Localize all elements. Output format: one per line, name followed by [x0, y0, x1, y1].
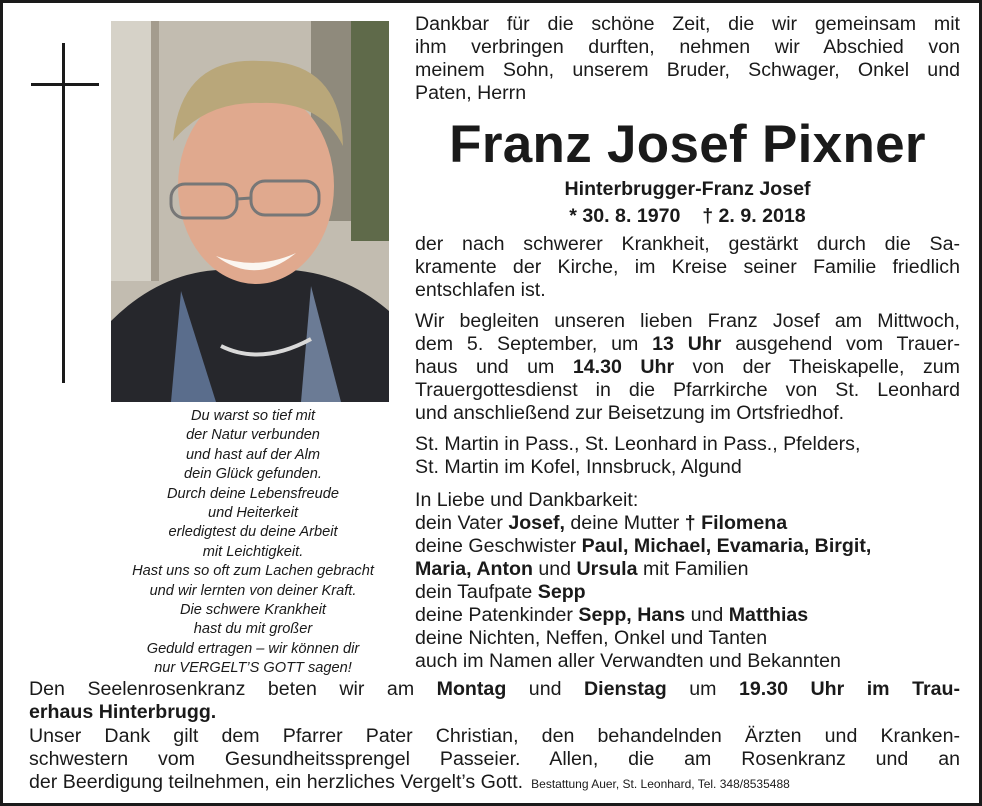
mourners-godchildren: [415, 604, 960, 627]
birth-death-dates: * 30. 8. 1970 † 2. 9. 2018: [569, 205, 806, 227]
funeral-line: Wir begleiten unseren lieben Franz Josef am Mittwoch,: [415, 310, 960, 332]
text-span: dem 5. September, um: [415, 333, 653, 355]
mourner-name: Sepp, Hans: [578, 604, 686, 626]
mourners-all: auch im Namen aller Verwandten und Bekannten: [415, 650, 841, 672]
portrait-photo: [111, 21, 389, 402]
text-span: der Beerdigung teilnehmen, ein herzliches Vergelt’s Gott.: [29, 771, 524, 793]
mourner-name: Paul, Michael, Evamaria, Birgit,: [581, 535, 872, 557]
funeral-time-2: 14.30 Uhr: [572, 356, 675, 378]
mourner-name: Josef,: [508, 512, 565, 534]
deceased-nickname: Hinterbrugger-Franz Josef: [564, 178, 811, 200]
poem-line: der Natur verbunden: [186, 427, 320, 444]
death-line: kramente der Kirche, im Kreise seiner Familie friedlich: [415, 256, 960, 278]
death-line: entschlafen ist.: [415, 279, 546, 301]
mourners-godfather: [415, 581, 960, 604]
rosary-day: Dienstag: [583, 678, 667, 700]
places-line: St. Martin im Kofel, Innsbruck, Algund: [415, 456, 742, 478]
text-span: von der Theiskapelle, zum: [674, 356, 960, 378]
rosary-time: 19.30 Uhr im Trau-: [738, 678, 960, 700]
thanks-text: [29, 725, 960, 796]
poem-line: und wir lernten von deiner Kraft.: [149, 582, 357, 599]
thanks-line: Unser Dank gilt dem Pfarrer Pater Christian, den behandelnden Ärzten und Kranken-: [29, 725, 960, 747]
text-span: ausgehend vom Trauer-: [721, 333, 960, 355]
death-line: der nach schwerer Krankheit, gestärkt durch die Sa-: [415, 233, 960, 255]
rosary-text: [29, 678, 960, 724]
rosary-line: [29, 678, 960, 701]
text-span: und: [685, 604, 729, 626]
intro-text: [415, 13, 960, 105]
intro-line: Dankbar für die schöne Zeit, die wir gemeinsam mit: [415, 13, 960, 35]
latin-cross-icon-bar: [31, 83, 99, 86]
thanks-line: [29, 771, 960, 796]
funeral-text: [415, 310, 960, 425]
memorial-poem: [103, 407, 403, 679]
text-span: und: [532, 558, 577, 580]
text-span: dein Taufpate: [415, 581, 538, 603]
mourner-name: † Filomena: [684, 512, 788, 534]
poem-line: erledigtest du deine Arbeit: [168, 524, 338, 541]
rosary-day: Montag: [436, 678, 507, 700]
mourner-name: Maria, Anton: [415, 558, 533, 580]
intro-line: ihm verbringen durften, nehmen wir Abschied von: [415, 36, 960, 58]
mourners-siblings: [415, 535, 960, 558]
text-span: dein Vater: [415, 512, 509, 534]
poem-line: und Heiterkeit: [207, 505, 299, 522]
poem-line: Hast uns so oft zum Lachen gebracht: [132, 563, 374, 580]
poem-line: mit Leichtigkeit.: [202, 543, 304, 560]
deceased-name: Franz Josef Pixner: [449, 115, 926, 174]
mourner-name: Sepp: [537, 581, 586, 603]
death-text: [415, 233, 960, 302]
poem-line: dein Glück gefunden.: [184, 466, 322, 483]
mourner-name: Ursula: [576, 558, 638, 580]
text-span: und: [506, 678, 584, 700]
text-span: deine Patenkinder: [415, 604, 579, 626]
text-span: haus und um: [415, 356, 573, 378]
text-span: um: [666, 678, 739, 700]
poem-line: Geduld ertragen – wir können dir: [146, 640, 360, 657]
intro-line: Paten, Herrn: [415, 82, 527, 104]
text-span: Den Seelenrosenkranz beten wir am: [29, 678, 437, 700]
poem-line: nur VERGELT’S GOTT sagen!: [154, 660, 352, 677]
thanks-line: schwestern vom Gesundheitssprengel Passeier. Allen, die am Rosenkranz und an: [29, 748, 960, 770]
text-span: deine Mutter: [564, 512, 685, 534]
funeral-line: [415, 356, 960, 379]
mourners-siblings: [415, 558, 960, 581]
places-text: [415, 433, 960, 479]
poem-line: hast du mit großer: [193, 621, 313, 638]
poem-line: Die schwere Krankheit: [179, 602, 326, 619]
funeral-line: Trauergottesdienst in die Pfarrkirche von St. Leonhard: [415, 379, 960, 401]
undertaker-credit: Bestattung Auer, St. Leonhard, Tel. 348/8535488: [531, 777, 790, 791]
mourners-parents: [415, 512, 960, 535]
funeral-line: und anschließend zur Beisetzung im Ortsfriedhof.: [415, 402, 845, 424]
poem-line: und hast auf der Alm: [185, 446, 321, 463]
text-span: mit Familien: [637, 558, 749, 580]
poem-line: Du warst so tief mit: [190, 408, 316, 424]
funeral-line: [415, 333, 960, 356]
mourners-relatives: deine Nichten, Neffen, Onkel und Tanten: [415, 627, 768, 649]
mourners-list: [415, 489, 960, 673]
text-span: deine Geschwister: [415, 535, 582, 557]
funeral-time-1: 13 Uhr: [652, 333, 722, 355]
rosary-line: erhaus Hinterbrugg.: [29, 701, 217, 723]
intro-line: meinem Sohn, unserem Bruder, Schwager, Onkel und: [415, 59, 960, 81]
places-line: St. Martin in Pass., St. Leonhard in Pass., Pfelders,: [415, 433, 861, 455]
mourner-name: Matthias: [728, 604, 809, 626]
latin-cross-icon: [62, 43, 65, 383]
poem-line: Durch deine Lebensfreude: [166, 485, 339, 502]
mourners-intro: In Liebe und Dankbarkeit:: [415, 489, 639, 511]
